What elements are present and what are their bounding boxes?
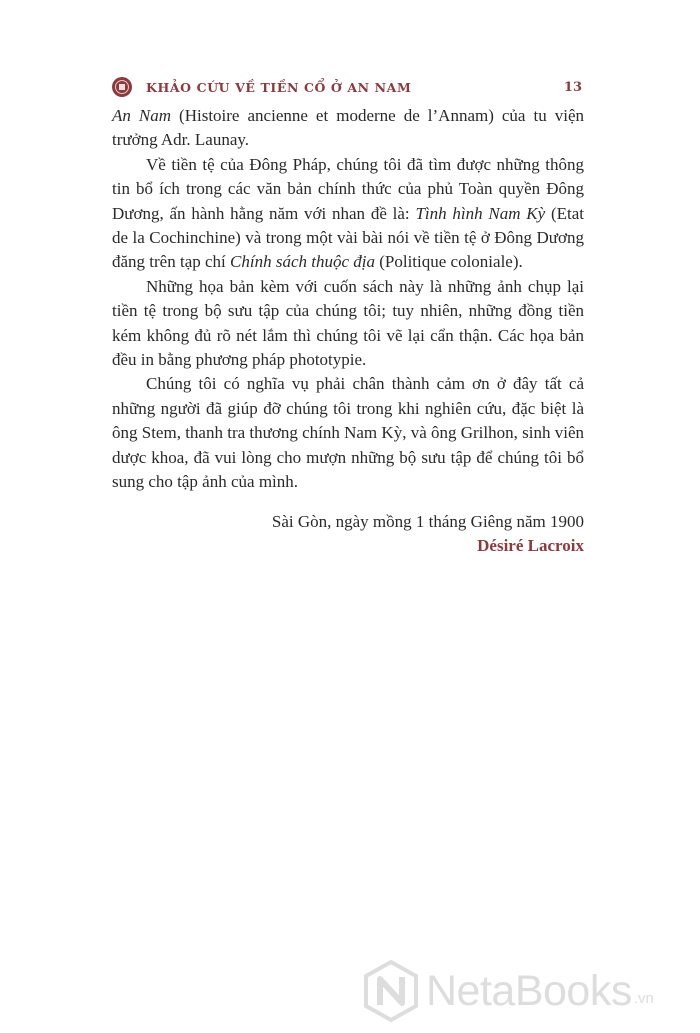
paragraph-1-text: (Histoire ancienne et moderne de l’Annam) của tu viện trưởng Adr. Launay. xyxy=(112,106,585,150)
watermark-suffix: .vn xyxy=(633,989,654,1007)
coin-icon xyxy=(112,77,132,97)
watermark-brand: NetaBooks xyxy=(426,966,632,1015)
publication-title-italic: Tình hình Nam Kỳ xyxy=(415,203,546,223)
paragraph-1 xyxy=(112,104,584,153)
page-number: 13 xyxy=(563,79,582,95)
signature-block xyxy=(184,510,584,559)
book-title-italic: An Nam xyxy=(112,106,172,125)
body-text xyxy=(112,104,584,495)
running-header xyxy=(112,73,582,101)
paragraph-2-text-c: (Politique coloniale). xyxy=(374,252,523,272)
running-header-title: KHẢO CỨU VỀ TIỀN CỔ Ở AN NAM xyxy=(146,79,412,95)
paragraph-3: Những họa bản kèm với cuốn sách này là những ảnh chụp lại tiền tệ trong bộ sưu tập của chúng tôi; tuy nhiên, những đồng tiền kém không đủ rõ nét lắm thì chúng tôi vẽ lại cẩn thận. Các họa bản đều in bằng phương pháp phototypie. xyxy=(112,276,584,370)
netabooks-logo-icon xyxy=(362,959,420,1023)
place-date: Sài Gòn, ngày mồng 1 tháng Giêng năm 1900 xyxy=(271,512,584,531)
author-name: Désiré Lacroix xyxy=(477,536,584,556)
journal-title-italic: Chính sách thuộc địa xyxy=(230,252,375,272)
paragraph-2-text-b: (Etat de la Cochinchine) và trong một vài bài nói về tiền tệ ở Đông Dương đăng trên tạp chí xyxy=(112,203,584,272)
paragraph-2 xyxy=(112,153,584,275)
watermark xyxy=(362,956,692,1026)
paragraph-2-text-a: Về tiền tệ của Đông Pháp, chúng tôi đã tìm được những thông tin bổ ích trong các văn bản chính thức của phủ Toàn quyền Đông Dương, ấn hành hằng năm với nhan đề là: xyxy=(112,154,584,223)
paragraph-4: Chúng tôi có nghĩa vụ phải chân thành cảm ơn ở đây tất cả những người đã giúp đỡ chúng tôi trong khi nghiên cứu, đặc biệt là ông Stem, thanh tra thương chính Nam Kỳ, và ông Grilhon, sinh viên dược khoa, đã vui lòng cho mượn những bộ sưu tập để chúng tôi bổ sung cho tập ảnh của mình. xyxy=(112,374,584,492)
